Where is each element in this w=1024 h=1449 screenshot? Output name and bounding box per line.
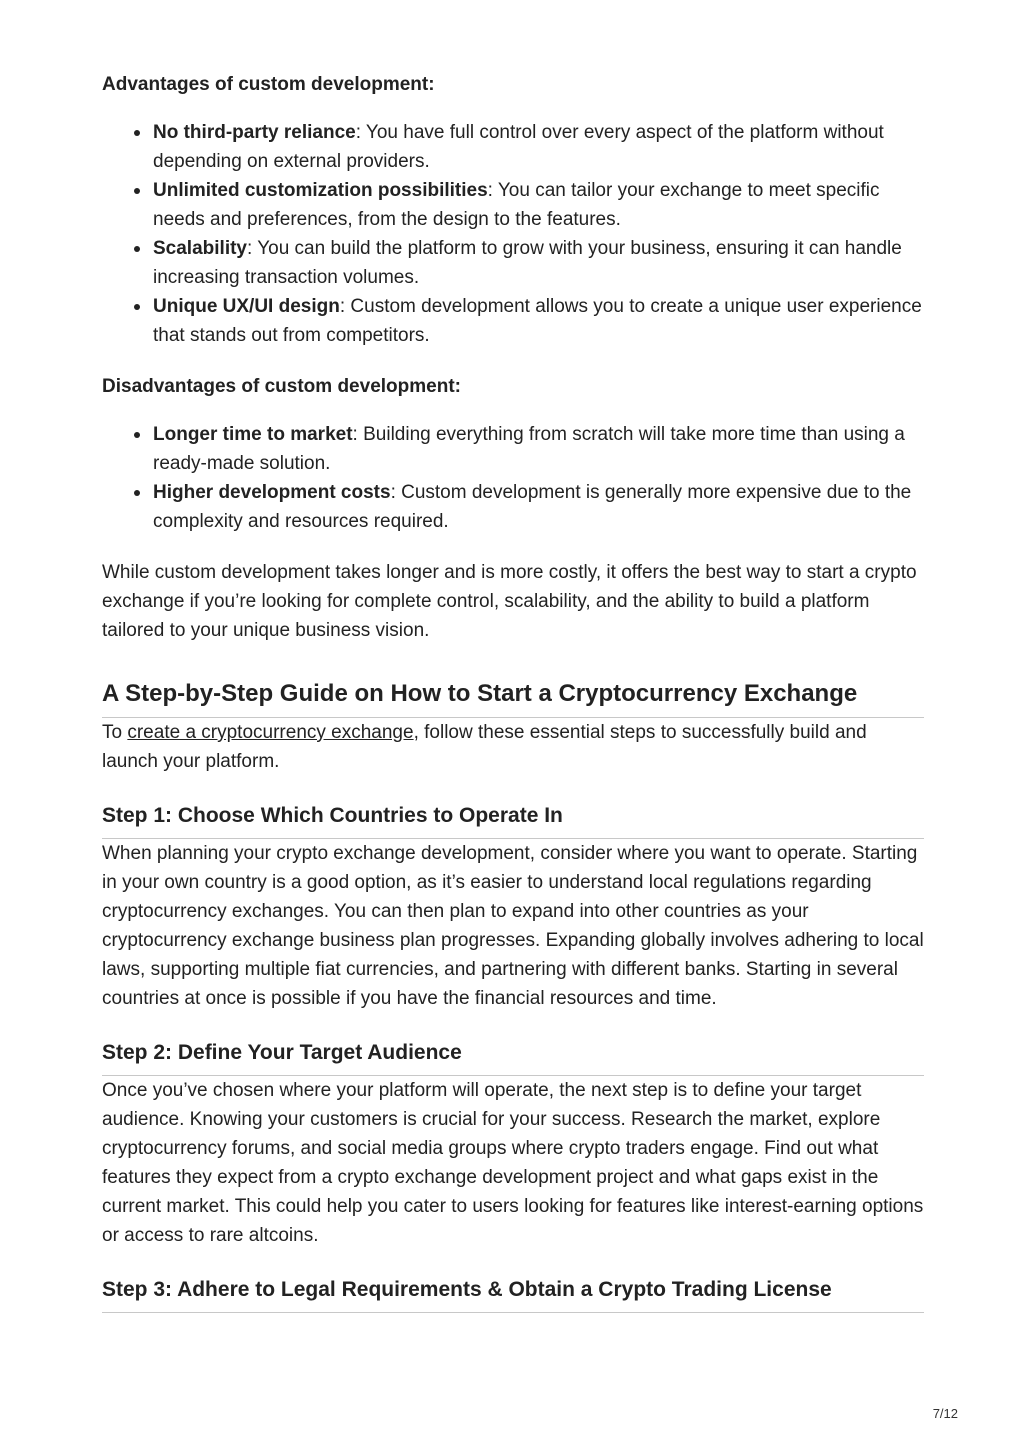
step-3-title: Step 3: Adhere to Legal Requirements & Obtain a Crypto Trading License <box>102 1276 924 1313</box>
list-item-text: : Custom development is generally more expensive due to the complexity and resources required. <box>153 482 912 532</box>
list-item <box>153 118 924 176</box>
guide-intro <box>102 718 924 776</box>
list-item-term: No third-party reliance <box>153 122 356 143</box>
step-2-title: Step 2: Define Your Target Audience <box>102 1039 924 1076</box>
step-1-title: Step 1: Choose Which Countries to Operate In <box>102 802 924 839</box>
advantages-list <box>102 118 924 350</box>
list-item <box>153 292 924 350</box>
list-item <box>153 234 924 292</box>
list-item-text: : You have full control over every aspect of the platform without depending on external providers. <box>153 122 884 172</box>
list-item-text: : Custom development allows you to create a unique user experience that stands out from competitors. <box>153 296 922 346</box>
bullet-icon <box>134 304 140 310</box>
guide-intro-prefix: To <box>102 722 128 743</box>
list-item-term: Scalability <box>153 238 247 259</box>
list-item-text: : Building everything from scratch will take more time than using a ready-made solution. <box>153 424 905 474</box>
list-item-term: Longer time to market <box>153 424 353 445</box>
bullet-icon <box>134 432 140 438</box>
list-item-term: Unlimited customization possibilities <box>153 180 488 201</box>
step-2-text: Once you’ve chosen where your platform will operate, the next step is to define your target audience. Knowing your customers is crucial for your success. Research the market, explore cryptocurrency forums, and social media groups where crypto traders engage. Find out what features they expect from a crypto exchange development project and what gaps exist in the current market. This could help you cater to users looking for features like interest-earning options or access to rare altcoins. <box>102 1080 924 1246</box>
create-exchange-link[interactable]: create a cryptocurrency exchange <box>127 722 414 743</box>
list-item <box>153 478 924 536</box>
list-item <box>153 176 924 234</box>
list-item-text: : You can build the platform to grow with your business, ensuring it can handle increasing transaction volumes. <box>153 238 902 288</box>
bullet-icon <box>134 490 140 496</box>
list-item-text: : You can tailor your exchange to meet specific needs and preferences, from the design to the features. <box>153 180 880 230</box>
guide-intro-suffix: , follow these essential steps to successfully build and launch your platform. <box>102 722 867 772</box>
step-1-text: When planning your crypto exchange development, consider where you want to operate. Starting in your own country is a good option, as it’s easier to understand local regulations regarding cryptocurrency exchanges. You can then plan to expand into other countries as your cryptocurrency exchange business plan progresses. Expanding globally involves adhering to local laws, supporting multiple fiat currencies, and partnering with different banks. Starting in several countries at once is possible if you have the financial resources and time. <box>102 843 924 1009</box>
disadvantages-heading: Disadvantages of custom development: <box>102 376 461 397</box>
list-item-term: Higher development costs <box>153 482 391 503</box>
document-page <box>102 70 924 1313</box>
bullet-icon <box>134 188 140 194</box>
bullet-icon <box>134 130 140 136</box>
list-item <box>153 420 924 478</box>
bullet-icon <box>134 246 140 252</box>
summary-paragraph: While custom development takes longer and is more costly, it offers the best way to start a crypto exchange if you’re looking for complete control, scalability, and the ability to build a platform tailored to your unique business vision. <box>102 562 917 641</box>
guide-title: A Step-by-Step Guide on How to Start a Cryptocurrency Exchange <box>102 679 924 718</box>
page-number: 7/12 <box>932 1406 958 1421</box>
list-item-term: Unique UX/UI design <box>153 296 340 317</box>
disadvantages-list <box>102 420 924 536</box>
advantages-heading: Advantages of custom development: <box>102 74 435 95</box>
